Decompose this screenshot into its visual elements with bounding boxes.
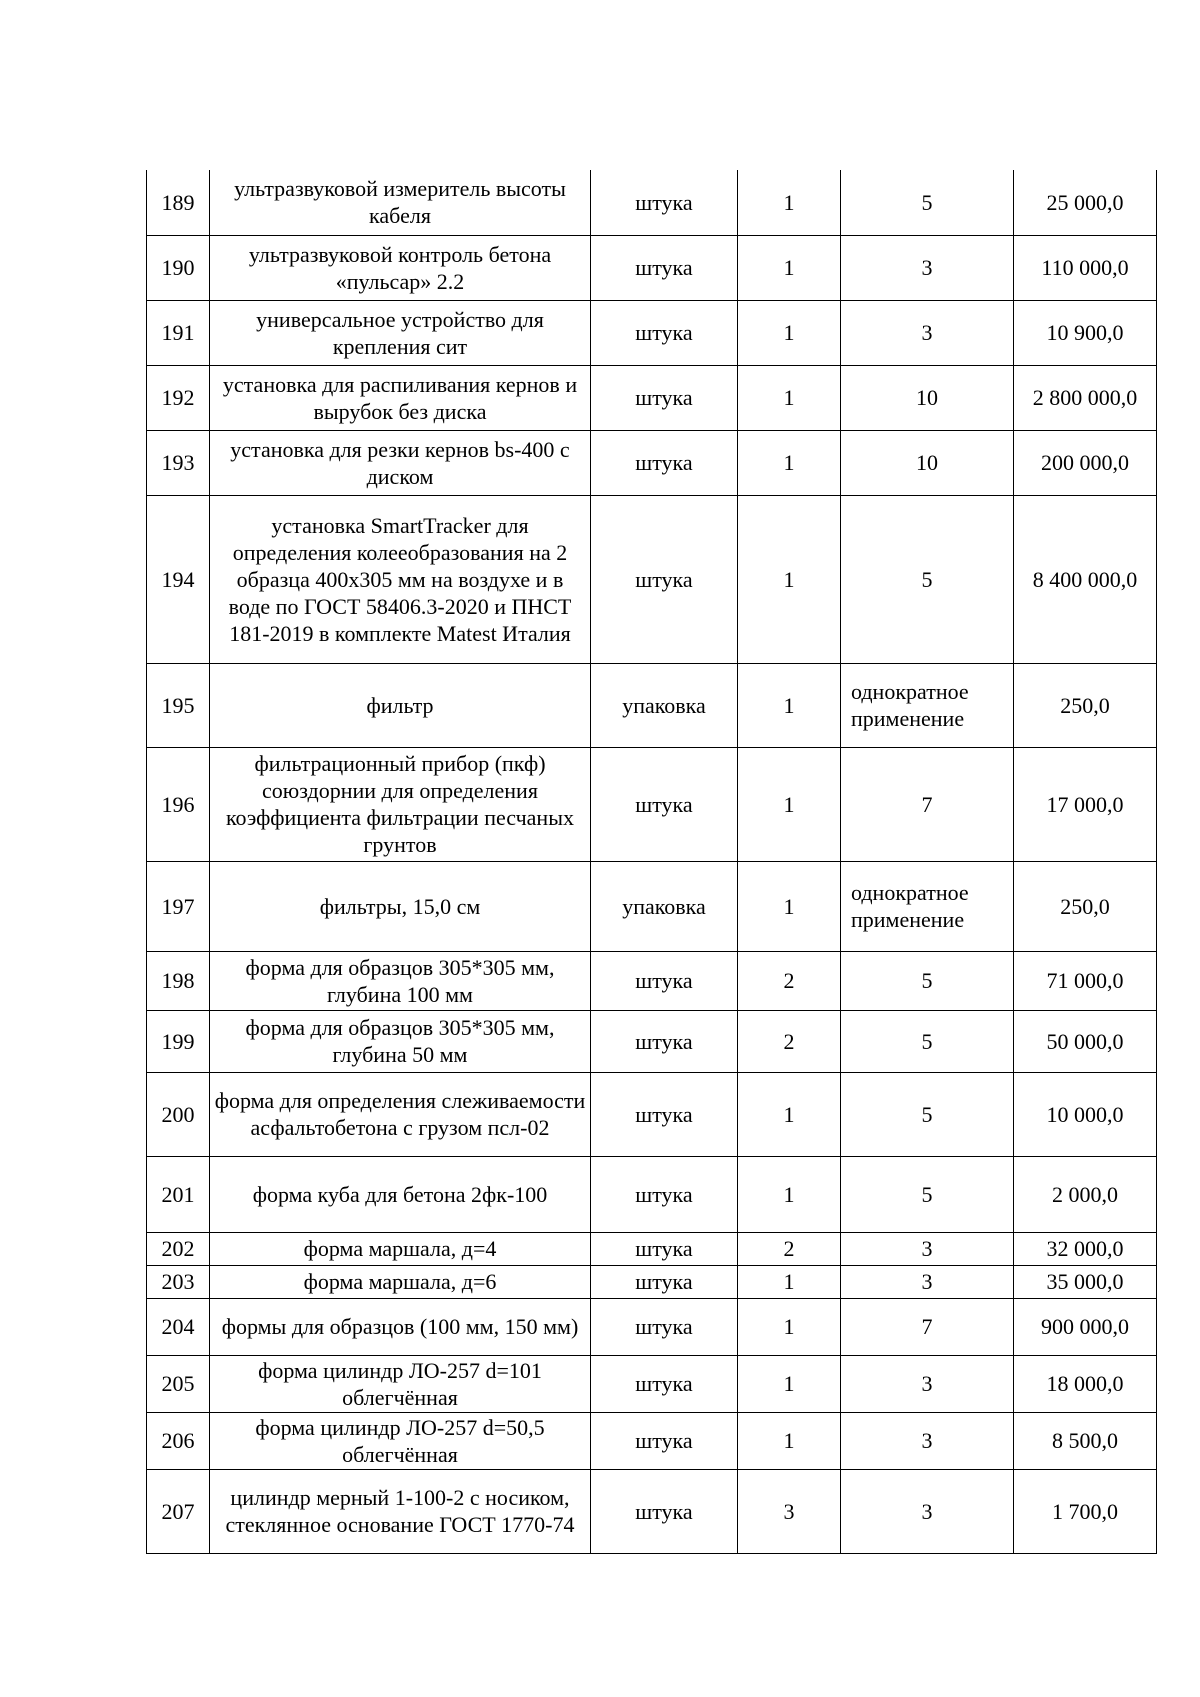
row-number: 191: [147, 300, 210, 365]
table-row: [147, 1265, 1157, 1298]
row-number: 198: [147, 951, 210, 1010]
item-unit: штука: [591, 300, 738, 365]
item-quantity: 1: [738, 861, 841, 951]
table-row: [147, 663, 1157, 747]
item-price: 17 000,0: [1014, 747, 1157, 861]
row-number: 195: [147, 663, 210, 747]
item-name: форма для образцов 305*305 мм, глубина 100 мм: [210, 951, 591, 1010]
item-price: 50 000,0: [1014, 1010, 1157, 1072]
item-quantity: 1: [738, 1265, 841, 1298]
row-number: 202: [147, 1232, 210, 1265]
item-price: 25 000,0: [1014, 170, 1157, 235]
item-name: цилиндр мерный 1-100-2 с носиком, стеклянное основание ГОСТ 1770-74: [210, 1469, 591, 1553]
table-row: [147, 1298, 1157, 1355]
item-unit: штука: [591, 1298, 738, 1355]
table-row: [147, 1355, 1157, 1412]
item-name: форма цилиндр ЛО-257 d=50,5 облегчённая: [210, 1412, 591, 1469]
item-quantity: 1: [738, 747, 841, 861]
item-price: 32 000,0: [1014, 1232, 1157, 1265]
item-price: 110 000,0: [1014, 235, 1157, 300]
item-service-life: 3: [841, 300, 1014, 365]
item-price: 200 000,0: [1014, 430, 1157, 495]
item-unit: штука: [591, 1469, 738, 1553]
item-name: форма для образцов 305*305 мм, глубина 50 мм: [210, 1010, 591, 1072]
item-unit: штука: [591, 747, 738, 861]
row-number: 205: [147, 1355, 210, 1412]
item-name: форма маршала, д=4: [210, 1232, 591, 1265]
item-quantity: 1: [738, 235, 841, 300]
item-service-life: 10: [841, 365, 1014, 430]
item-quantity: 3: [738, 1469, 841, 1553]
table-row: [147, 1232, 1157, 1265]
equipment-table: [146, 170, 1157, 1554]
item-unit: штука: [591, 1232, 738, 1265]
item-service-life: 5: [841, 1010, 1014, 1072]
item-name: фильтрационный прибор (пкф) союздорнии для определения коэффициента фильтрации песчаных грунтов: [210, 747, 591, 861]
item-price: 8 400 000,0: [1014, 495, 1157, 663]
item-unit: штука: [591, 1355, 738, 1412]
item-price: 71 000,0: [1014, 951, 1157, 1010]
row-number: 192: [147, 365, 210, 430]
table-row: [147, 235, 1157, 300]
row-number: 204: [147, 1298, 210, 1355]
item-name: ультразвуковой контроль бетона «пульсар» 2.2: [210, 235, 591, 300]
item-service-life: 5: [841, 170, 1014, 235]
item-unit: штука: [591, 430, 738, 495]
row-number: 196: [147, 747, 210, 861]
item-unit: штука: [591, 1072, 738, 1156]
item-unit: упаковка: [591, 861, 738, 951]
row-number: 190: [147, 235, 210, 300]
item-name: формы для образцов (100 мм, 150 мм): [210, 1298, 591, 1355]
item-price: 2 800 000,0: [1014, 365, 1157, 430]
item-quantity: 2: [738, 1010, 841, 1072]
table-row: [147, 170, 1157, 235]
item-service-life: 10: [841, 430, 1014, 495]
item-service-life: 3: [841, 1412, 1014, 1469]
item-price: 35 000,0: [1014, 1265, 1157, 1298]
item-unit: штука: [591, 495, 738, 663]
item-quantity: 1: [738, 170, 841, 235]
item-name: форма цилиндр ЛО-257 d=101 облегчённая: [210, 1355, 591, 1412]
item-unit: штука: [591, 1412, 738, 1469]
row-number: 199: [147, 1010, 210, 1072]
item-service-life: 3: [841, 1469, 1014, 1553]
row-number: 207: [147, 1469, 210, 1553]
item-quantity: 1: [738, 300, 841, 365]
item-price: 1 700,0: [1014, 1469, 1157, 1553]
item-name: форма маршала, д=6: [210, 1265, 591, 1298]
item-service-life: 5: [841, 1072, 1014, 1156]
item-quantity: 2: [738, 1232, 841, 1265]
item-quantity: 1: [738, 1156, 841, 1232]
item-service-life: 3: [841, 1355, 1014, 1412]
row-number: 194: [147, 495, 210, 663]
item-quantity: 1: [738, 365, 841, 430]
item-unit: штука: [591, 1265, 738, 1298]
item-service-life: 3: [841, 1232, 1014, 1265]
item-service-life: 3: [841, 235, 1014, 300]
table-row: [147, 1010, 1157, 1072]
row-number: 189: [147, 170, 210, 235]
item-name: универсальное устройство для крепления сит: [210, 300, 591, 365]
item-price: 900 000,0: [1014, 1298, 1157, 1355]
item-price: 10 900,0: [1014, 300, 1157, 365]
table-row: [147, 1469, 1157, 1553]
item-name: форма куба для бетона 2фк-100: [210, 1156, 591, 1232]
item-service-life: 5: [841, 1156, 1014, 1232]
item-price: 2 000,0: [1014, 1156, 1157, 1232]
item-price: 8 500,0: [1014, 1412, 1157, 1469]
item-service-life: 7: [841, 747, 1014, 861]
item-price: 250,0: [1014, 861, 1157, 951]
item-service-life: однократное применение: [841, 861, 1014, 951]
item-quantity: 1: [738, 1412, 841, 1469]
item-name: фильтры, 15,0 см: [210, 861, 591, 951]
item-price: 18 000,0: [1014, 1355, 1157, 1412]
item-name: установка для распиливания кернов и вырубок без диска: [210, 365, 591, 430]
item-quantity: 2: [738, 951, 841, 1010]
table-row: [147, 365, 1157, 430]
item-quantity: 1: [738, 495, 841, 663]
item-service-life: однократное применение: [841, 663, 1014, 747]
item-quantity: 1: [738, 1355, 841, 1412]
table-row: [147, 495, 1157, 663]
item-quantity: 1: [738, 1298, 841, 1355]
item-quantity: 1: [738, 1072, 841, 1156]
item-unit: штука: [591, 235, 738, 300]
item-unit: штука: [591, 365, 738, 430]
table-row: [147, 1156, 1157, 1232]
equipment-table-body: [147, 170, 1157, 1553]
row-number: 201: [147, 1156, 210, 1232]
table-row: [147, 861, 1157, 951]
item-unit: штука: [591, 1010, 738, 1072]
item-unit: штука: [591, 170, 738, 235]
item-quantity: 1: [738, 430, 841, 495]
item-name: ультразвуковой измеритель высоты кабеля: [210, 170, 591, 235]
row-number: 193: [147, 430, 210, 495]
table-row: [147, 951, 1157, 1010]
item-unit: упаковка: [591, 663, 738, 747]
item-unit: штука: [591, 1156, 738, 1232]
table-row: [147, 430, 1157, 495]
item-price: 10 000,0: [1014, 1072, 1157, 1156]
row-number: 203: [147, 1265, 210, 1298]
item-name: установка для резки кернов bs-400 с диском: [210, 430, 591, 495]
item-price: 250,0: [1014, 663, 1157, 747]
item-name: установка SmartTracker для определения колееобразования на 2 образца 400х305 мм на воздухе и в воде по ГОСТ 58406.3-2020 и ПНСТ 181-2019 в комплекте Matest Италия: [210, 495, 591, 663]
item-service-life: 5: [841, 951, 1014, 1010]
item-name: фильтр: [210, 663, 591, 747]
item-service-life: 5: [841, 495, 1014, 663]
row-number: 197: [147, 861, 210, 951]
item-quantity: 1: [738, 663, 841, 747]
item-service-life: 3: [841, 1265, 1014, 1298]
item-unit: штука: [591, 951, 738, 1010]
row-number: 200: [147, 1072, 210, 1156]
table-row: [147, 1072, 1157, 1156]
item-name: форма для определения слеживаемости асфальтобетона с грузом псл-02: [210, 1072, 591, 1156]
table-row: [147, 300, 1157, 365]
table-row: [147, 1412, 1157, 1469]
row-number: 206: [147, 1412, 210, 1469]
table-row: [147, 747, 1157, 861]
item-service-life: 7: [841, 1298, 1014, 1355]
